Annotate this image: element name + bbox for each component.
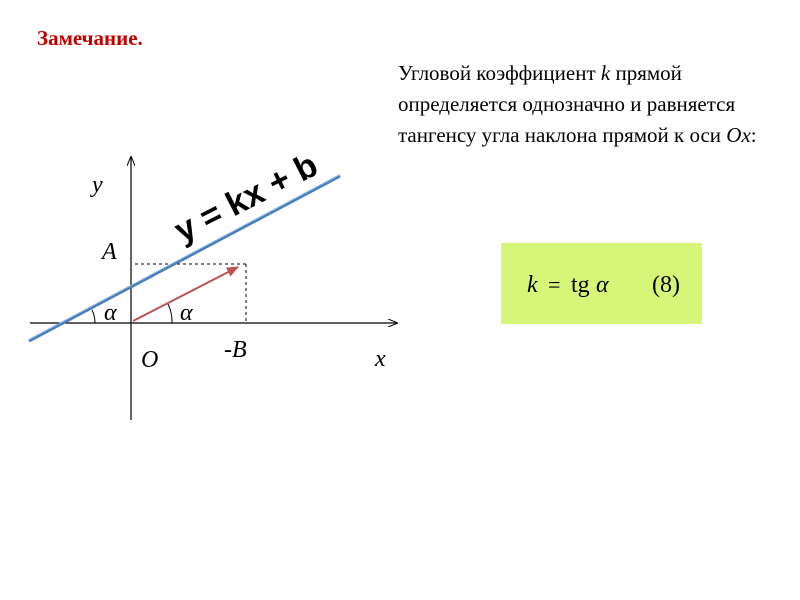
x-axis-label: x [375,346,386,372]
formula-number: (8) [652,272,680,298]
remark-part-1: Угловой коэффициент [398,61,601,85]
formula-lhs: k [527,272,538,298]
point-b-label: -B [224,337,247,363]
point-a-label: A [102,239,117,265]
angle-arc-line [92,310,95,323]
angle-label-vector: α [180,300,193,326]
remark-part-2: прямой определяется однозначно и равняется тангенсу угла наклона прямой к оси [398,61,736,147]
slide-title: Замечание. [37,26,143,50]
remark-k-symbol: k [600,61,611,85]
formula-argument: α [596,272,609,298]
origin-label: O [141,347,159,373]
angle-label-line: α [104,300,117,326]
y-axis-label: y [92,172,103,198]
remark-part-3: : [750,123,757,147]
line-equation-label: y = kx + b [168,145,324,251]
formula-equals: = [548,272,561,297]
remark-axis-name: Ox [726,123,751,147]
formula-function: tg [571,272,590,298]
angle-arc-vector [168,304,172,323]
